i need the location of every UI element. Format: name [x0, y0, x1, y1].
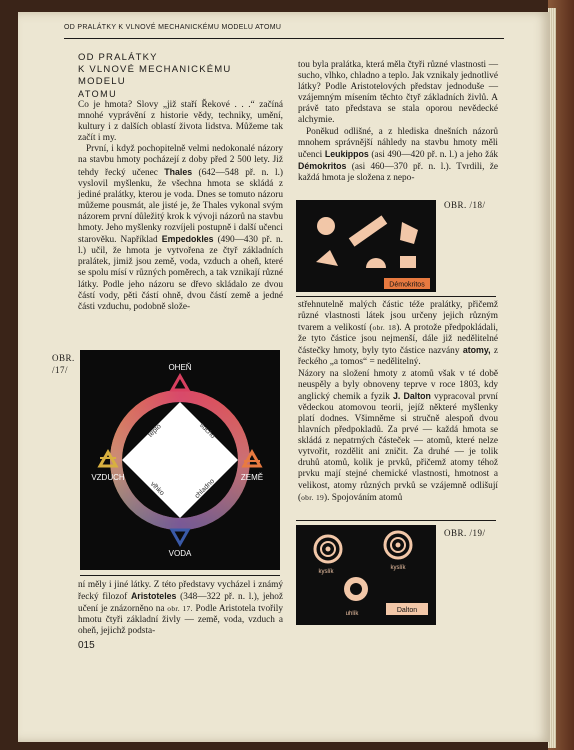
half-disc-atom-shape: [366, 258, 386, 268]
paragraph-intro: Co je hmota? Slovy „již staří Řekové . . .“ začíná mnohé vyprávění z historie vědy, techniky, umění, kultury i z dalších oblastí života lidstva. Můžeme tak začít i my.: [78, 100, 283, 144]
quad-atom-shape: [400, 222, 418, 244]
rod-atom-shape: [349, 215, 388, 246]
label-vlhko: vlhko: [148, 480, 166, 498]
democritus-shapes-svg: [296, 200, 436, 292]
fire-triangle-icon: [172, 376, 188, 390]
text-span: ). Spojováním atomů: [324, 492, 403, 503]
name-dalton: J. Dalton: [392, 390, 431, 401]
label-voda: VODA: [168, 549, 192, 558]
name-aristoteles: Aristoteles: [130, 591, 177, 602]
text-span: Názory na složení hmoty z atomů však v té době neuspěly a byly obnoveny teprve v roce 1803, kdy anglický chemik a fyzik: [298, 368, 498, 402]
caption-dalton: Dalton: [396, 607, 418, 614]
text-span: ). A protože předpokládali, že tyto částice jsou nejmenší, dále již nedělitelné částečky hmoty, byly tyto částice nazvány: [298, 323, 499, 357]
name-empedokles: Empedokles: [161, 234, 214, 245]
elements-diagram-svg: [80, 350, 280, 570]
oxygen-atom-1: [315, 536, 341, 562]
text-span: ní měly i jiné látky. Z této představy vycházel i známý řecký filozof: [78, 580, 283, 603]
column-right-continued: [298, 300, 498, 504]
header-rule: [64, 38, 504, 39]
text-span: (asi 490—420 př. n. l.) a jeho žák: [368, 149, 498, 160]
round-atom-shape: [317, 217, 335, 235]
label-kyslik-1: kyslík: [318, 569, 334, 575]
figure-18-democritus-shapes: [296, 200, 436, 292]
name-thales: Thales: [164, 166, 193, 177]
figure-19-top-rule: [296, 520, 496, 521]
figure-18-rule: [296, 296, 496, 297]
column-left: [78, 52, 283, 313]
text-span: střehnutelně malých částic téže pralátky, přičemž různé vlastnosti látek jsou určeny jejich různým tvarem a velikostí (: [298, 300, 498, 334]
water-triangle-icon: [172, 530, 188, 544]
white-diamond: [122, 402, 238, 518]
text-span: (asi 460—370 př. n. l.). Tvrdili, že každá hmota je složena z nepo-: [298, 161, 498, 183]
triangle-atom-shape: [316, 250, 338, 266]
text-span: (642—548 př. n. l.) vyslovil myšlenku, že všechna hmota se skládá z jediné pralátky, kterou je voda. Dnes se tomuto názoru můžeme pousmát, ale jisté je, že Thales vykonal svým názorem první důležitý krok k vývoji názorů na stavbu hmoty. Jeho myšlenky rozvíjeli postupně i další učenci starověku. Například: [78, 167, 284, 246]
figure-ref-17: obr. 17.: [167, 604, 193, 614]
figure-17-label-line2: /17/: [52, 365, 69, 375]
label-zeme: ZEMĚ: [240, 473, 264, 482]
figure-19-label: OBR. /19/: [444, 528, 486, 538]
label-teplo: teplo: [147, 423, 163, 439]
text-span: Podle Aristotela tvořily hmotu čtyři základní živly — země, voda, vzduch a oheň, jejichž podsta-: [78, 604, 284, 637]
running-header: OD PRALÁTKY K VLNOVÉ MECHANICKÉMU MODELU ATOMU: [64, 24, 282, 31]
paragraph-properties: tou byla pralátka, která měla čtyři různé vlastnosti — sucho, vlhko, chladno a teplo. Jak vznikaly jednotlivé látky? Podle Aristotelových představ jednoduše — vzájemným mísením těchto čtyř základních živlů. A právě tato představa se stala oporou nevědecké alchymie.: [298, 60, 498, 126]
figure-17-elements-diagram: [80, 350, 280, 570]
section-title-line2: K VLNOVÉ MECHANICKÉMU: [78, 64, 232, 75]
paragraph-atoms: [298, 300, 498, 369]
figure-17-label-line1: OBR.: [52, 353, 75, 363]
text-span: (490—430 př. n. l.) učil, že hmota je vytvořena ze čtyř základních pralátek, jimiž jsou země, voda, vzduch a oheň, které se spolu mísí v různých poměrech, a tak vznikají různé látky. Podle jeho názoru se dřevo skládalo ze dvou částí vody, pěti částí ohně, dvou částí země a jedné části vzduchu, podobně slože-: [78, 235, 283, 312]
figure-17-label: [52, 352, 75, 376]
paragraph-leukippos: [298, 127, 498, 184]
figure-17-rule: [80, 575, 280, 576]
label-uhlik: uhlík: [345, 611, 359, 617]
caption-demokritos: Démokritos: [389, 281, 425, 289]
section-subtitle: ATOMU: [78, 89, 118, 99]
name-demokritos: Démokritos: [298, 160, 347, 171]
carbon-atom: [344, 577, 368, 601]
label-ohen: OHEŇ: [168, 363, 192, 372]
oxygen-atom-2: [385, 532, 411, 558]
page-number: 015: [78, 640, 95, 651]
section-title-line1: OD PRALÁTKY: [78, 52, 158, 63]
section-title: [78, 52, 283, 100]
figure-18-label: OBR. /18/: [444, 200, 486, 210]
figure-ref-18: obr. 18: [372, 323, 397, 333]
label-chladno: chladno: [193, 477, 217, 501]
text-span: vypracoval první vědeckou atomovou teorii, jejíž některé myšlenky platí dodnes. Všimněme si stručně alespoň dvou hlavních předpokladů. Za prvé — každá hmota se skládá z nepatrných částeček — atomů, které nelze vytvořit, rozdělit ani zničit. Za druhé — je tolik druhů atomů, kolik je prvků, přičemž atomy téhož prvku mají stejné chemické vlastnosti, hmotnost a velikost, atomy různých prvků se vzájemně odlišují (: [298, 391, 498, 503]
text-span: z řeckého „a tomos“ = nedělitelný.: [298, 346, 499, 368]
text-span: Poněkud odlišné, a z hlediska dnešních názorů mnohem správnější náhledy na stavbu hmoty měli učenci: [298, 126, 498, 160]
label-vzduch: VZDUCH: [91, 473, 125, 482]
text-span: (348—322 př. n. l.), jehož učení je znázorněno na: [78, 592, 284, 615]
text-span: První, i když pochopitelně velmi nedokonalé názory na stavbu hmoty pocházejí z doby před 2 500 lety. Již tehdy řecký učenec: [78, 144, 283, 178]
dalton-atoms-svg: [296, 525, 436, 625]
paragraph-dalton: [298, 369, 498, 504]
section-title-line3: MODELU: [78, 76, 126, 87]
label-sucho: sucho: [197, 421, 217, 441]
label-kyslik-2: kyslík: [390, 565, 406, 571]
figure-ref-19: obr. 19: [301, 492, 325, 502]
square-atom-shape: [400, 256, 416, 268]
paragraph-thales: [78, 144, 283, 312]
column-left-continued: [78, 580, 283, 637]
figure-19-dalton-atoms: [296, 525, 436, 625]
paragraph-aristoteles: [78, 580, 283, 637]
column-right: [298, 60, 498, 184]
term-atomy: atomy,: [462, 345, 491, 356]
name-leukippos: Leukippos: [324, 148, 369, 159]
